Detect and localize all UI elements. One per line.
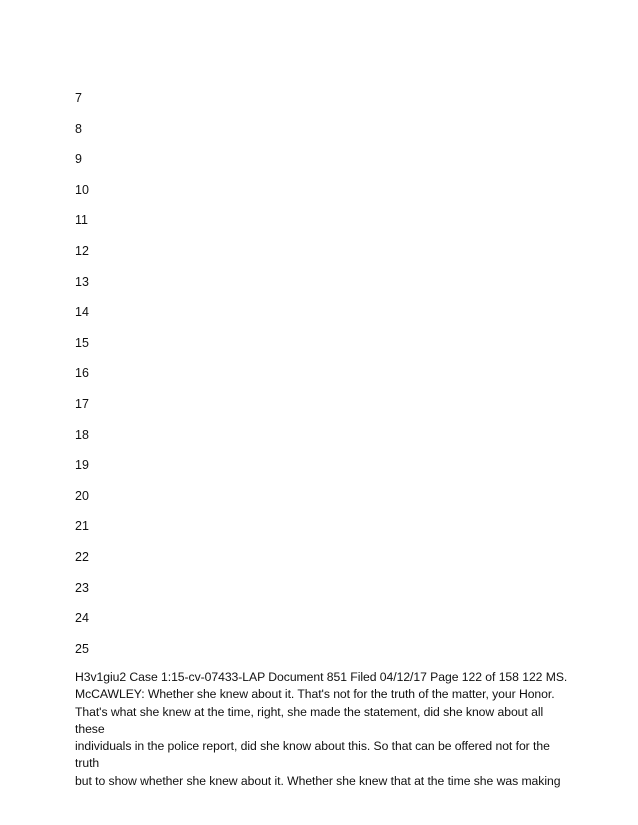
line-number: 15 [75,335,89,350]
line-number: 13 [75,274,89,289]
line-number: 18 [75,427,89,442]
transcript-text: H3v1giu2 Case 1:15-cv-07433-LAP Document 851 Filed 04/12/17 Page 122 of 158 122 MS. McCAWLEY: Whether she knew about it. That's not for the truth of the matter, your Honor. That's what she knew at the time, right, she made the statement, did she know about all these individuals in the police report, did she know about this. So that can be offered not for the truth but to show whether she knew about it. Whether she knew that at the time she was making [75,670,568,788]
line-number: 7 [75,91,82,105]
line-number-column [75,90,89,671]
line-number: 25 [75,641,89,656]
line-number: 17 [75,396,89,411]
line-number: 19 [75,458,89,473]
line-number: 14 [75,305,89,320]
line-number: 21 [75,519,89,534]
line-number: 16 [75,366,89,381]
line-number: 22 [75,549,89,564]
line-number: 24 [75,611,89,626]
line-number: 12 [75,243,89,258]
line-number: 23 [75,580,89,595]
line-number: 9 [75,152,82,167]
line-number: 8 [75,121,82,136]
line-number: 10 [75,182,89,197]
line-number: 20 [75,488,89,503]
line-number: 11 [75,213,88,228]
